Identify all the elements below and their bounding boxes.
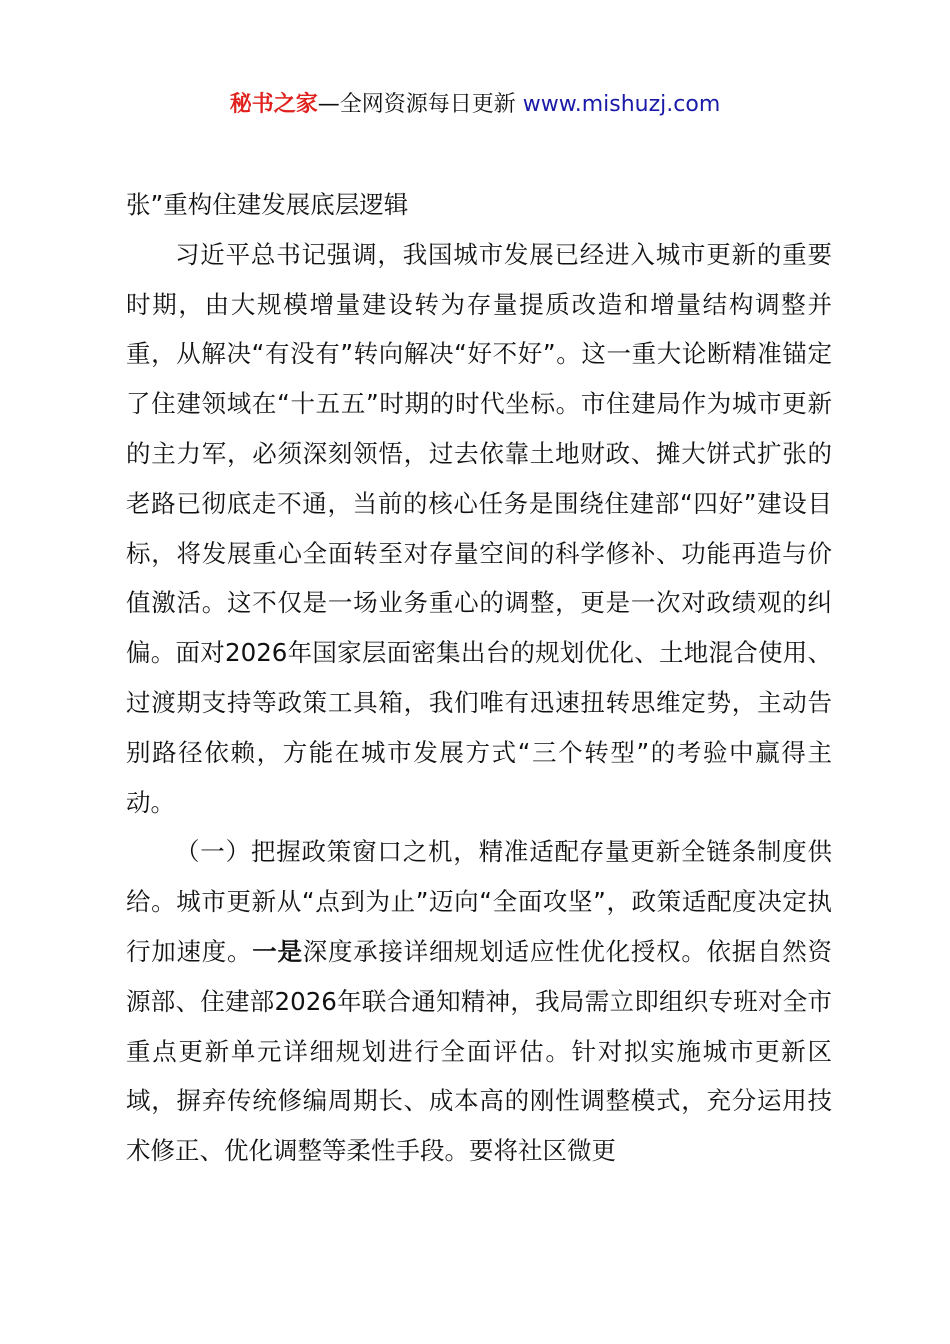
header-brand: 秘书之家 bbox=[229, 92, 318, 117]
paragraph-2-rest: 深度承接详细规划适应性优化授权。依据自然资源部、住建部2026年联合通知精神，我局需立即组织专班对全市重点更新单元详细规划进行全面评估。针对拟实施城市更新区域，摒弃传统修编周期长、成本高的刚性调整模式，充分运用技术修正、优化调整等柔性手段。要将社区微更 bbox=[126, 936, 833, 1166]
page-header bbox=[0, 88, 950, 122]
document-body bbox=[126, 180, 832, 1176]
header-url[interactable]: www.mishuzj.com bbox=[522, 92, 721, 117]
paragraph-2 bbox=[126, 827, 832, 1176]
paragraph-1: 习近平总书记强调，我国城市发展已经进入城市更新的重要时期，由大规模增量建设转为存量提质改造和增量结构调整并重，从解决“有没有”转向解决“好不好”。这一重大论断精准锚定了住建领域在“十五五”时期的时代坐标。市住建局作为城市更新的主力军，必须深刻领悟，过去依靠土地财政、摊大饼式扩张的老路已彻底走不通，当前的核心任务是围绕住建部“四好”建设目标，将发展重心全面转至对存量空间的科学修补、功能再造与价值激活。这不仅是一场业务重心的调整，更是一次对政绩观的纠偏。面对2026年国家层面密集出台的规划优化、土地混合使用、过渡期支持等政策工具箱，我们唯有迅速扭转思维定势，主动告别路径依赖，方能在城市发展方式“三个转型”的考验中赢得主动。 bbox=[126, 239, 832, 817]
paragraph-2-lead: （一）把握政策窗口之机，精准适配存量更新全链条制度供给。城市更新从“点到为止”迈向“全面攻坚”，政策适配度决定执行加速度。 bbox=[126, 837, 832, 966]
paragraph-2-bold: 一是 bbox=[252, 936, 303, 966]
header-tagline: —全网资源每日更新 bbox=[317, 92, 523, 117]
heading-continuation: 张”重构住建发展底层逻辑 bbox=[126, 190, 409, 219]
